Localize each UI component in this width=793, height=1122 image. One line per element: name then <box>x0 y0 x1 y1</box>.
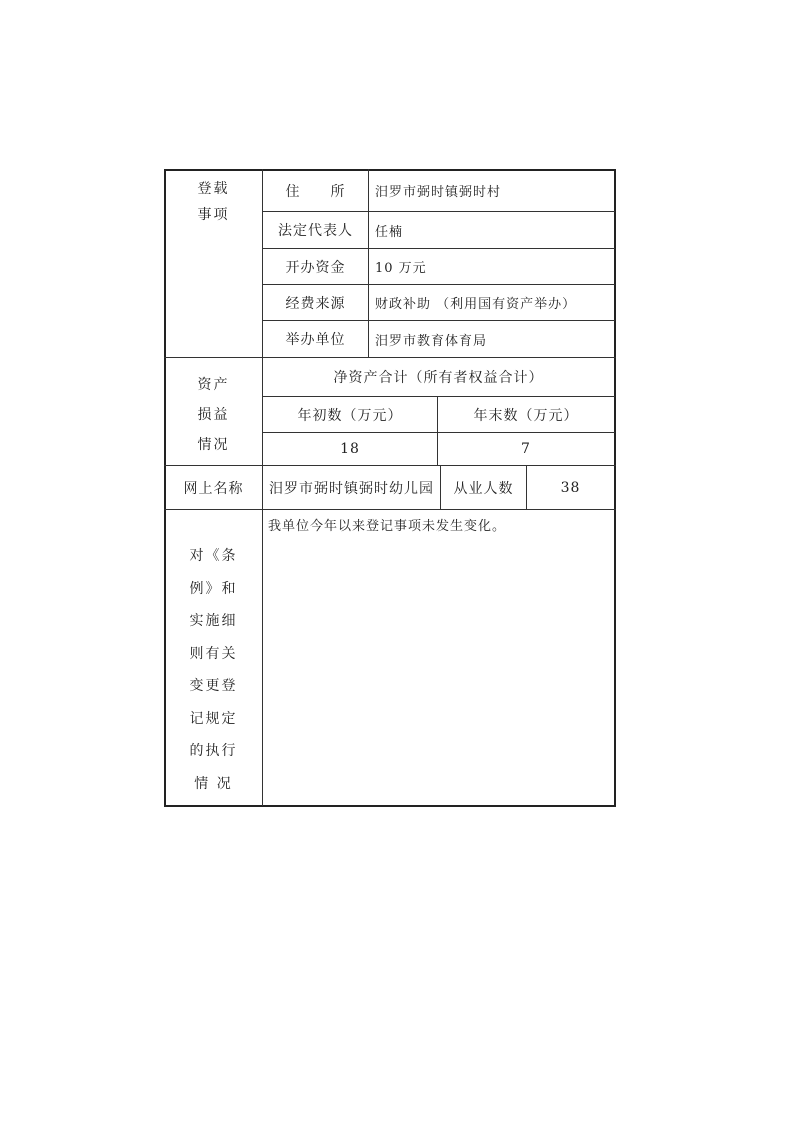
net-assets-header: 净资产合计（所有者权益合计） <box>333 370 544 386</box>
execution-label-line: 实施细 <box>189 613 238 629</box>
registration-label-line2: 事项 <box>197 207 230 223</box>
legal-rep-label: 法定代表人 <box>278 223 353 239</box>
execution-label-line: 对《条 <box>189 548 238 564</box>
end-value: 7 <box>521 441 531 457</box>
address-value: 汨罗市弼时镇弼时村 <box>375 185 502 200</box>
online-name-value: 汨罗市弼时镇弼时幼儿园 <box>269 480 434 497</box>
staff-label: 从业人数 <box>453 480 514 497</box>
registration-section-label <box>165 176 262 228</box>
execution-label-line: 则有关 <box>189 645 238 662</box>
execution-label-line: 例》和 <box>189 580 238 597</box>
funding-label: 经费来源 <box>285 295 346 312</box>
border-bottom <box>164 805 616 807</box>
funding-value: 财政补助 （利用国有资产举办） <box>375 297 577 312</box>
execution-label-line: 情 况 <box>194 775 233 792</box>
organizer-label: 举办单位 <box>285 332 346 348</box>
begin-value: 18 <box>340 441 360 457</box>
legal-rep-value: 任楠 <box>375 224 404 240</box>
assets-label-line3: 情况 <box>197 437 230 453</box>
assets-label-line2: 损益 <box>197 407 230 423</box>
divider-online <box>164 509 616 510</box>
capital-value: 10 万元 <box>375 261 427 276</box>
execution-section-label <box>165 540 262 800</box>
assets-section-label <box>165 370 262 460</box>
end-header: 年末数（万元） <box>473 407 579 424</box>
capital-label: 开办资金 <box>285 259 346 276</box>
execution-label-line: 的执行 <box>189 743 238 759</box>
organizer-value: 汨罗市教育体育局 <box>375 333 488 349</box>
assets-label-line1: 资产 <box>197 377 230 393</box>
execution-content: 我单位今年以来登记事项未发生变化。 <box>268 519 507 534</box>
execution-label-line: 变更登 <box>189 678 238 694</box>
execution-label-line: 记规定 <box>189 710 238 727</box>
staff-value: 38 <box>560 479 581 496</box>
online-name-label: 网上名称 <box>183 480 244 497</box>
begin-header: 年初数（万元） <box>297 407 403 424</box>
registration-label-line1: 登载 <box>197 181 230 197</box>
address-label: 住 所 <box>285 183 346 200</box>
